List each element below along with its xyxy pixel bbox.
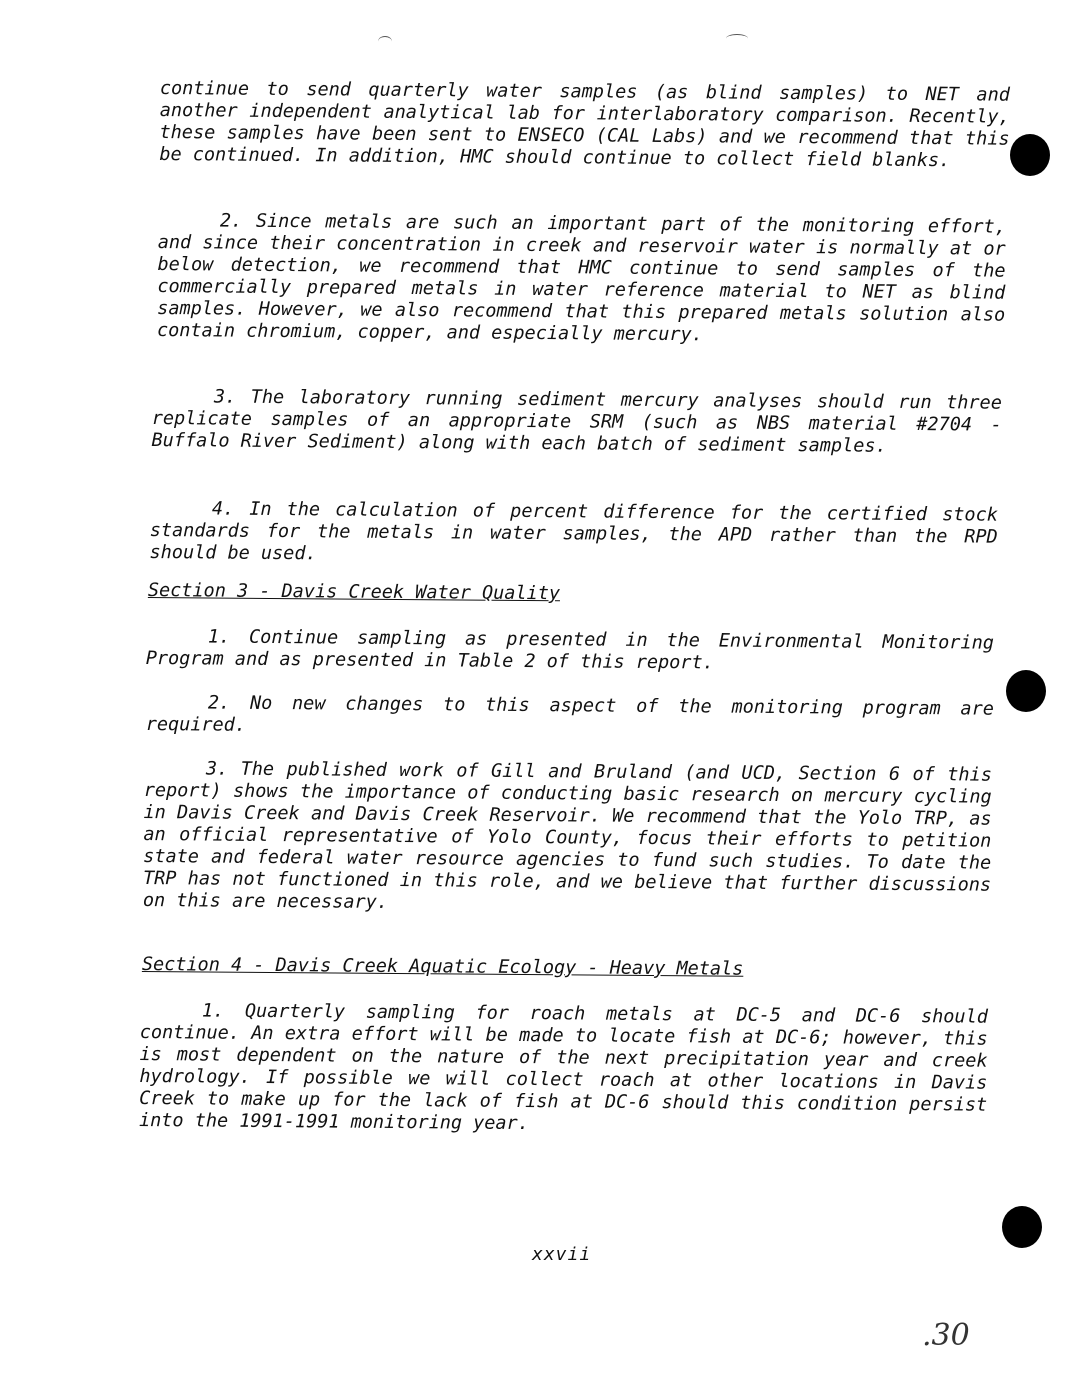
scan-smudge-right [726,34,748,43]
paragraph-4: 4. In the calculation of percent difference for the certified stock standards for the metals in water samples, the APD rather than the RPD should be used. [149,498,998,565]
section-3-item-2: 2. No new changes to this aspect of the monitoring program are required. [145,692,994,736]
paragraph-intro: continue to send quarterly water samples (as blind samples) to NET and another independent analytical lab for interlaboratory comparison. Recently, these samples have been sent to ENSECO (CAL Labs) and we recommend that this be continued. In addition, HMC should continue to collect field blanks. [159,78,1010,172]
handwritten-page-mark: .30 [922,1318,970,1353]
section-3-heading: Section 3 - Davis Creek Water Quality [147,580,561,605]
paragraph-2: 2. Since metals are such an important part of the monitoring effort, and since their concentration in creek and reservoir water is normally at or below detection, we recommend that HMC continue to send samples of the commercially prepared metals in water reference material to NET as blind samples. However, we also recommend that this prepared metals solution also contain chromium, copper, and especially mercury. [156,210,1006,346]
page-number: xxvii [532,1244,592,1265]
section-4-item-1: 1. Quarterly sampling for roach metals at DC-5 and DC-6 should continue. An extra effort will be made to locate fish at DC-6; however, this is most dependent on the nature of the next precipitation year and creek hydrology. If possible we will collect roach at other locations in Davis Creek to make up for the lack of fish at DC-6 should this condition persist into the 1991-1991 monitoring year. [138,1000,988,1135]
punch-hole-middle [1006,670,1046,712]
punch-hole-bottom [1002,1206,1042,1248]
section-3-item-1: 1. Continue sampling as presented in the Environmental Monitoring Program and as presented in Table 2 of this report. [145,626,994,674]
paragraph-3: 3. The laboratory running sediment mercury analyses should run three replicate samples of an appropriate SRM (such as NBS material #2704 - Buffalo River Sediment) along with each batch of sediment samples. [151,386,1002,457]
punch-hole-top [1010,134,1050,176]
scan-smudge-left [378,36,392,47]
section-3-item-3: 3. The published work of Gill and Bruland (and UCD, Section 6 of this report) shows the importance of conducting basic research on mercury cycling in Davis Creek and Davis Creek Reservoir. We recommend that the Yolo TRP, as an official representative of Yolo County, focus their efforts to petition state and federal water resource agencies to fund such studies. To date the TRP has not functioned in this role, and we believe that further discussions on this are necessary. [142,758,992,913]
section-4-heading: Section 4 - Davis Creek Aquatic Ecology - Heavy Metals [141,954,744,980]
